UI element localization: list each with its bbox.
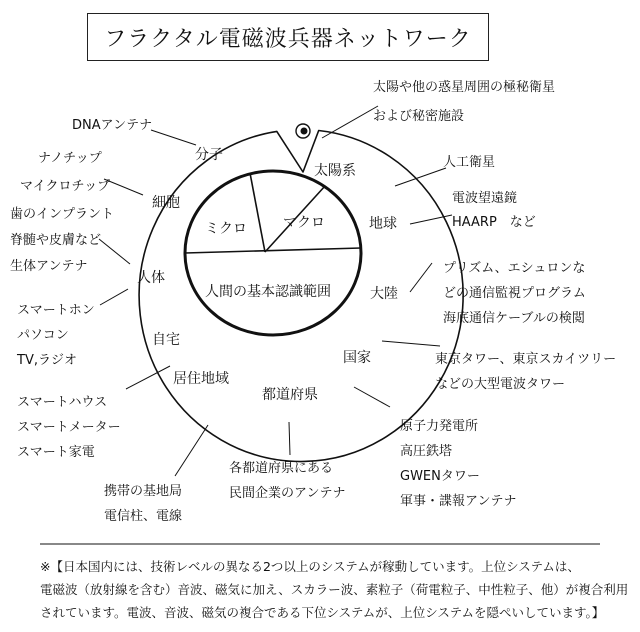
- annot-prism-line3: 海底通信ケーブルの検閲: [443, 311, 585, 326]
- annot-smarthouse-line1: スマートハウス: [17, 395, 108, 410]
- annot-body-line3: 生体アンテナ: [10, 259, 88, 274]
- ring-label-kyojuchiiki: 居住地域: [173, 371, 229, 387]
- annot-tower-line1: 東京タワー、東京スカイツリー: [435, 352, 617, 367]
- ring-label-kokka: 国家: [343, 350, 371, 366]
- annot-smartphone-line1: スマートホン: [17, 303, 95, 318]
- ring-label-todoufuken: 都道府県: [262, 387, 318, 403]
- annot-denpa-line2: HAARP など: [452, 215, 536, 230]
- annot-micro: マイクロチップ: [20, 179, 111, 194]
- inner-label-micro: ミクロ: [205, 221, 247, 237]
- footnote: [40, 555, 629, 624]
- annot-body-line2: 脊髄や皮膚など: [10, 233, 102, 248]
- ring-label-chikyu: 地球: [369, 216, 397, 232]
- annot-smartphone-line2: パソコン: [17, 328, 69, 343]
- annot-genshi-line3: GWENタワー: [400, 469, 480, 484]
- eye-pupil: [301, 128, 308, 135]
- annot-keitai-line1: 携帯の基地局: [104, 484, 183, 499]
- annot-dna: DNAアンテナ: [72, 118, 153, 133]
- annot-keitai-line2: 電信柱、電線: [104, 509, 183, 524]
- annot-denpa-line1: 電波望遠鏡: [452, 191, 518, 206]
- inner-horizontal-divider: [185, 248, 361, 253]
- annot-tower-line2: などの大型電波タワー: [435, 377, 566, 392]
- diagram-title: フラクタル電磁波兵器ネットワーク: [87, 13, 489, 61]
- annot-prism-line2: どの通信監視プログラム: [443, 286, 586, 301]
- annot-genshi-line1: 原子力発電所: [400, 419, 479, 434]
- annot-genshi-line4: 軍事・諜報アンテナ: [400, 494, 517, 509]
- footnote-line-3: されています。電波、音波、磁気の複合である下位システムが、上位システムを隠ぺいしています。】: [40, 605, 605, 620]
- annot-nano: ナノチップ: [38, 151, 102, 166]
- inner-label-macro: マクロ: [283, 215, 325, 231]
- ring-label-bunshi: 分子: [195, 147, 223, 163]
- ring-label-saibou: 細胞: [152, 195, 180, 211]
- ring-label-taiyoukei: 太陽系: [314, 163, 356, 179]
- ring-label-jitaku: 自宅: [152, 332, 180, 348]
- annot-smarthouse-line3: スマート家電: [17, 445, 95, 460]
- annot-minkan-line2: 民間企業のアンテナ: [229, 486, 346, 501]
- annot-prism-line1: プリズム、エシュロンな: [443, 261, 586, 276]
- ring-label-jintai: 人体: [137, 270, 165, 286]
- annot-body-line1: 歯のインプラント: [10, 207, 115, 222]
- annot-smartphone-line3: TV,ラジオ: [17, 353, 77, 368]
- annot-smarthouse-line2: スマートメーター: [17, 420, 121, 435]
- inner-divider-spoke-left: [250, 173, 265, 252]
- footnote-line-2: 電磁波（放射線を含む）音波、磁気に加え、スカラー波、素粒子（荷電粒子、中性粒子、他）が複合利用: [40, 582, 629, 597]
- annot-jinkou: 人工衛星: [443, 155, 496, 170]
- annot-minkan-line1: 各都道府県にある: [229, 461, 334, 476]
- ring-label-tairiku: 大陸: [370, 286, 398, 302]
- annot-taiyou-line1: 太陽や他の惑星周囲の極秘衛星: [373, 80, 556, 95]
- footnote-line-1: ※【日本国内には、技術レベルの異なる2つ以上のシステムが稼動しています。上位システムは、: [40, 559, 580, 574]
- annot-genshi-line2: 高圧鉄塔: [400, 444, 453, 459]
- annot-taiyou-line2: および秘密施設: [373, 109, 465, 124]
- inner-label-center: 人間の基本認識範囲: [205, 284, 331, 300]
